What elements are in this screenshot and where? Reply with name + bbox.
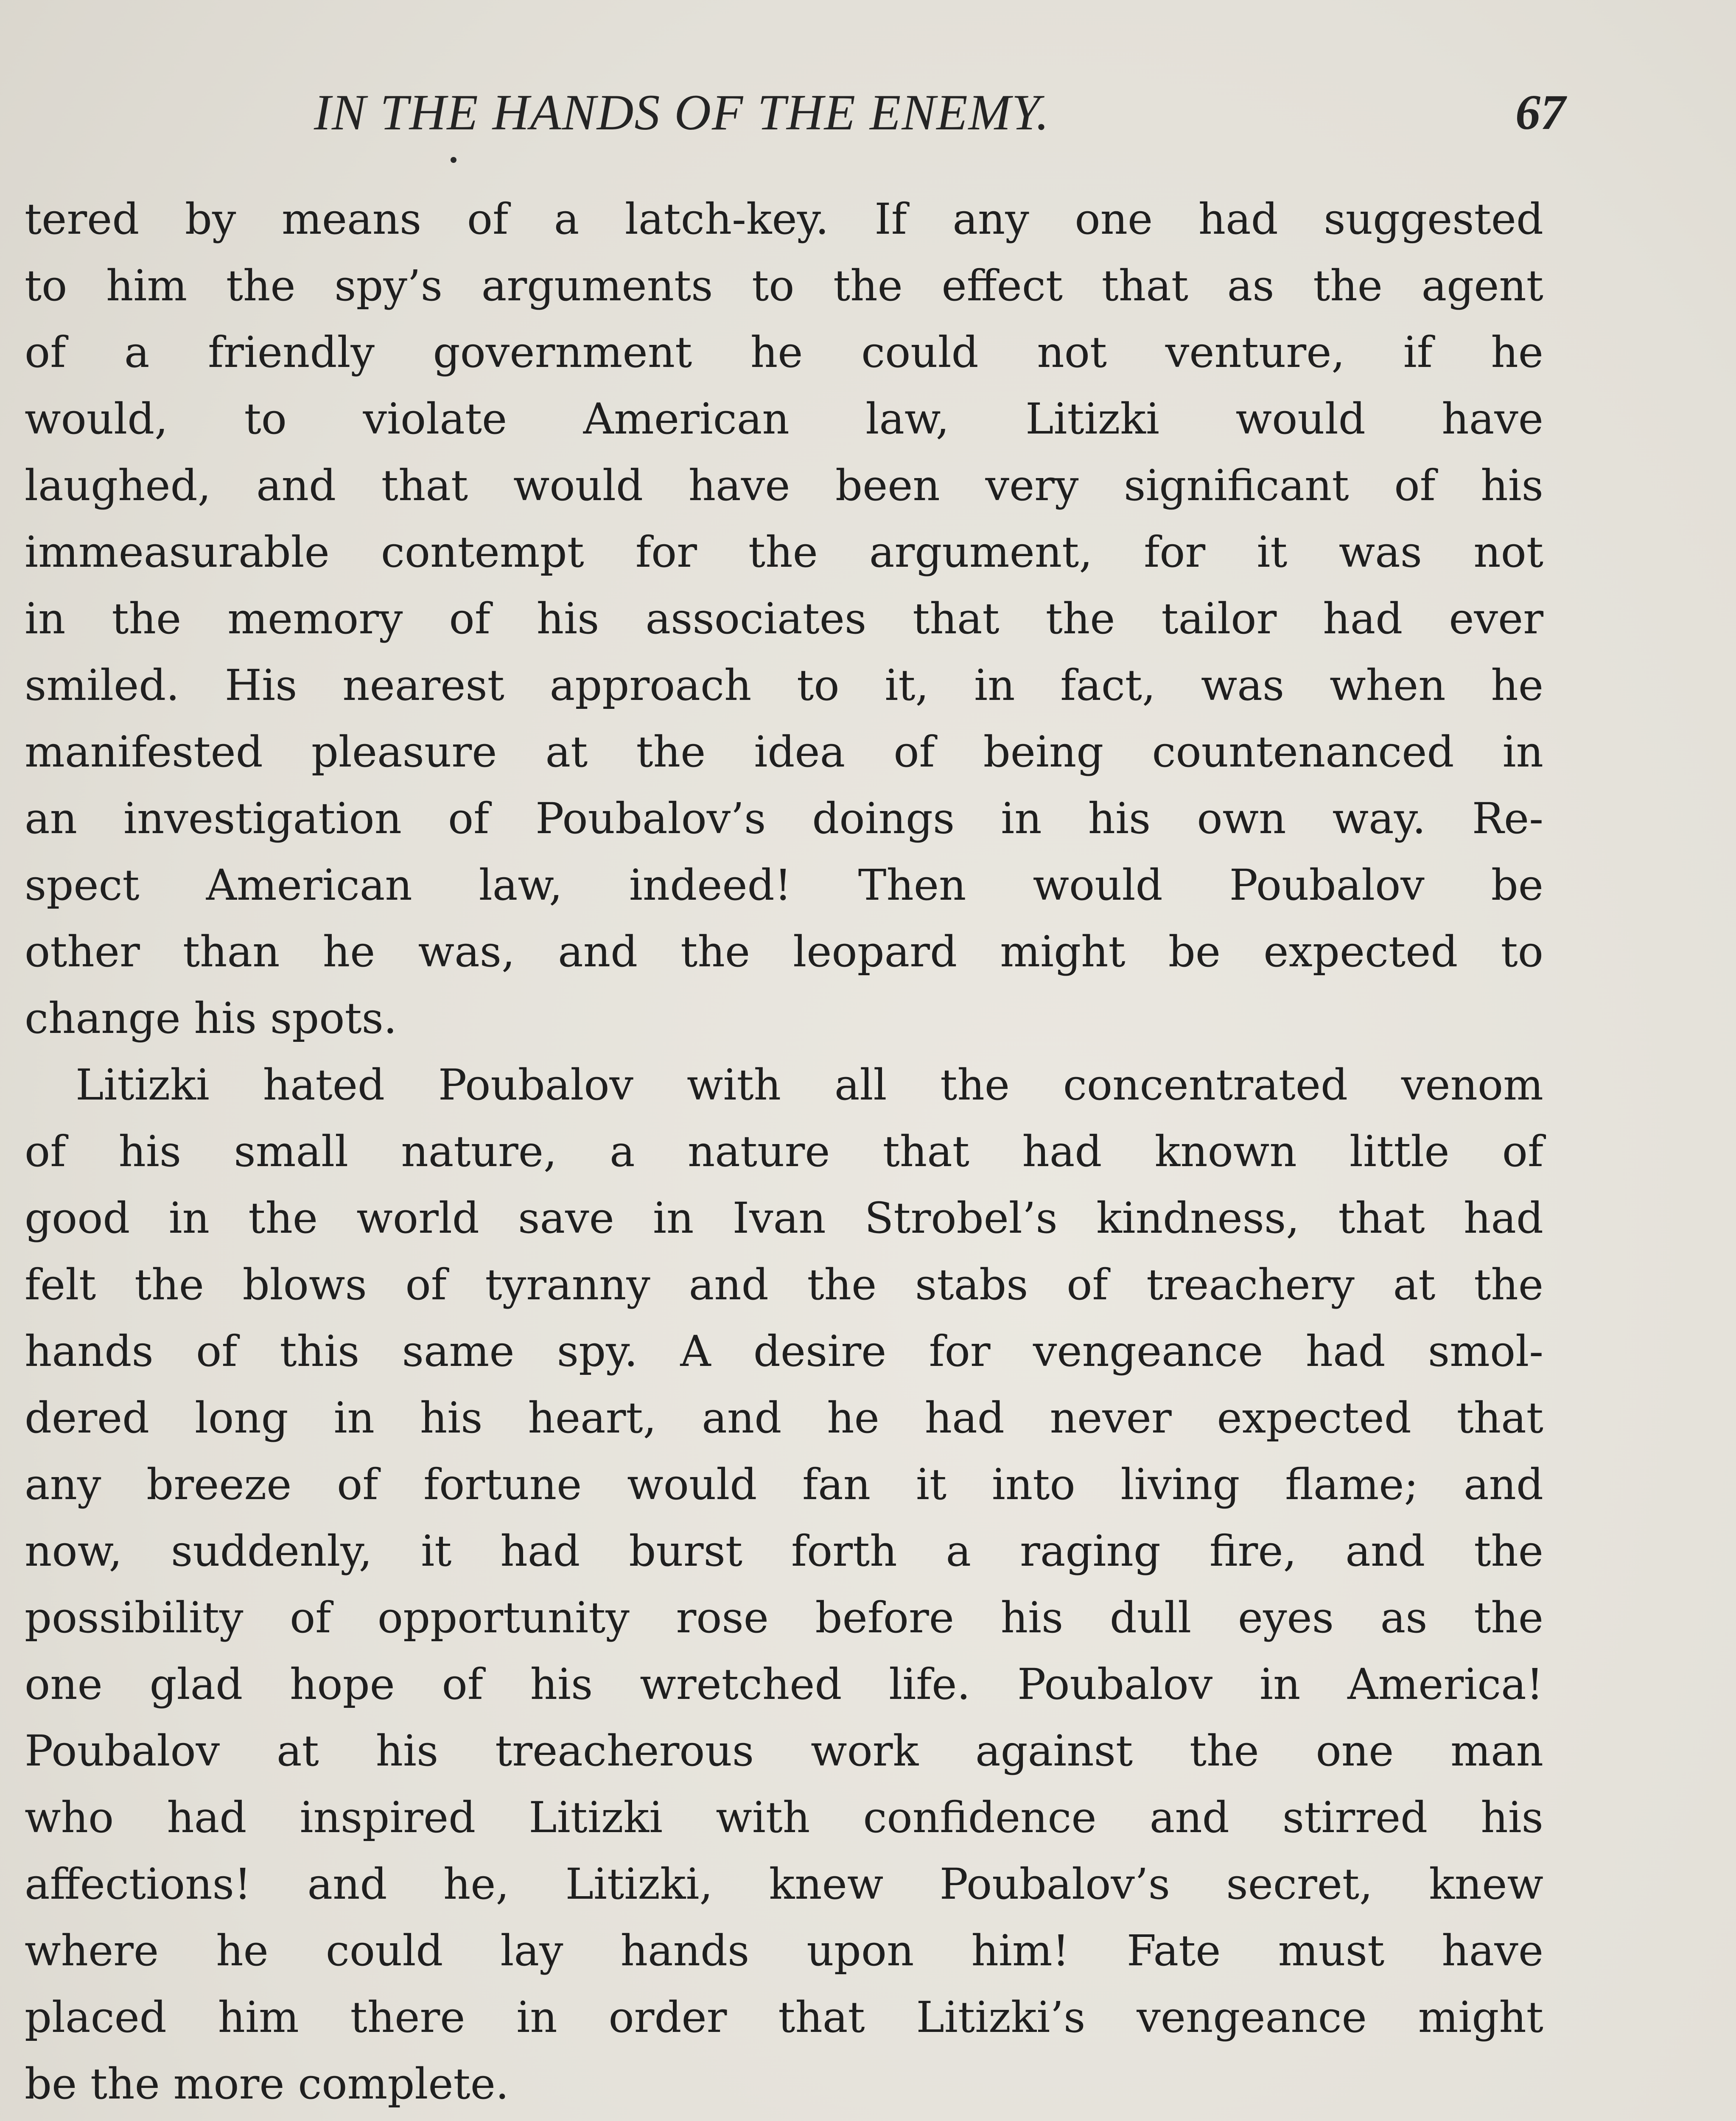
text-line: Litizki hated Poubalov with all the concentrated venom — [76, 1060, 1543, 1110]
text-line: spect American law, indeed! Then would Poubalov be — [25, 860, 1543, 910]
paragraph — [25, 1052, 1543, 2117]
text-line: affections! and he, Litizki, knew Poubalov’s secret, knew — [25, 1859, 1543, 1909]
paragraph — [25, 2117, 1543, 2121]
text-line: tered by means of a latch-key. If any one had suggested — [25, 194, 1543, 244]
paragraph — [25, 186, 1543, 1052]
text-line: one glad hope of his wretched life. Poubalov in America! — [25, 1659, 1543, 1709]
body-text — [25, 186, 1543, 2121]
text-line: now, suddenly, it had burst forth a raging fire, and the — [25, 1526, 1543, 1576]
text-line: to him the spy’s arguments to the effect that as the agent — [25, 261, 1543, 311]
text-line: immeasurable contempt for the argument, for it was not — [25, 527, 1543, 577]
text-line: possibility of opportunity rose before his dull eyes as the — [25, 1593, 1543, 1643]
page-number: 67 — [1515, 84, 1565, 140]
text-line: of a friendly government he could not venture, if he — [25, 327, 1543, 377]
text-line: would, to violate American law, Litizki would have — [25, 394, 1543, 444]
text-line: laughed, and that would have been very significant of his — [25, 461, 1543, 510]
text-line: any breeze of fortune would fan it into living flame; and — [25, 1460, 1543, 1509]
text-line: in the memory of his associates that the tailor had ever — [25, 594, 1543, 644]
text-line: manifested pleasure at the idea of being countenanced in — [25, 727, 1543, 777]
text-line: who had inspired Litizki with confidence and stirred his — [25, 1793, 1543, 1842]
text-line: good in the world save in Ivan Strobel’s kindness, that had — [25, 1193, 1543, 1243]
text-line: other than he was, and the leopard might be expected to — [25, 927, 1543, 977]
text-line: of his small nature, a nature that had known little of — [25, 1127, 1543, 1176]
text-line: change his spots. — [25, 993, 397, 1043]
text-line: Poubalov at his treacherous work against the one man — [25, 1726, 1543, 1776]
text-line — [25, 2117, 1543, 2121]
text-line: dered long in his heart, and he had never expected that — [25, 1393, 1543, 1443]
printer-speck — [451, 157, 456, 163]
text-line: an investigation of Poubalov’s doings in his own way. Re- — [25, 794, 1543, 843]
text-line: where he could lay hands upon him! Fate must have — [25, 1926, 1543, 1975]
text-line: felt the blows of tyranny and the stabs of treachery at the — [25, 1260, 1543, 1310]
text-line: be the more complete. — [25, 2059, 509, 2109]
text-line: smiled. His nearest approach to it, in fact, was when he — [25, 660, 1543, 710]
text-line: hands of this same spy. A desire for vengeance had smol- — [25, 1326, 1543, 1376]
text-line: placed him there in order that Litizki’s vengeance might — [25, 1992, 1543, 2042]
running-head: IN THE HANDS OF THE ENEMY. — [314, 84, 1050, 140]
